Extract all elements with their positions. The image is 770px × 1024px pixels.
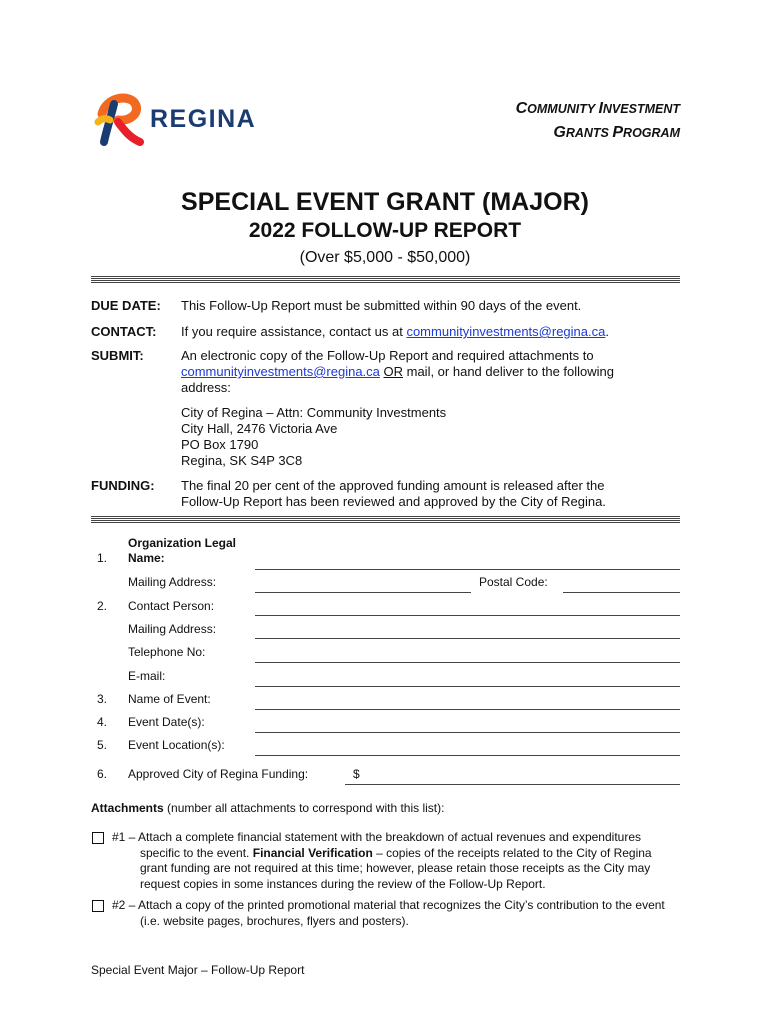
item-number-6: 6. (97, 767, 108, 781)
page-title: SPECIAL EVENT GRANT (MAJOR) (181, 188, 589, 216)
postal-code-field[interactable] (563, 592, 680, 593)
dollar-sign: $ (353, 767, 360, 781)
logo-text: REGINA (150, 105, 257, 133)
page-subtitle: 2022 FOLLOW-UP REPORT (248, 219, 522, 242)
regina-logo-icon (92, 92, 152, 148)
org-name-field[interactable] (255, 569, 680, 570)
attachment-1-text: #1 – Attach a complete financial statement with the breakdown of actual revenues and expenditures specific to the event. Financial Verification – copies of the receipts related to the City of Regina grant funding are not required at this time; however, please retain those receipts as the City may request copies in some instances during the review of the Follow-Up Report. (112, 830, 652, 891)
contact-person-label: Contact Person: (128, 599, 215, 613)
submit-label: SUBMIT: (91, 348, 144, 363)
divider-middle (91, 516, 680, 524)
approved-funding-label: Approved City of Regina Funding: (128, 767, 309, 781)
submit-email-link[interactable]: communityinvestments@regina.ca (181, 364, 380, 379)
item-number-3: 3. (97, 692, 108, 706)
mailing-address-field-2[interactable] (255, 638, 680, 639)
contact-text: If you require assistance, contact us at communityinvestments@regina.ca. (181, 324, 609, 339)
funding-text: The final 20 per cent of the approved funding amount is released after the Follow-Up Report has been reviewed and approved by the City of Regina. (181, 478, 606, 509)
attachment-2-text: #2 – Attach a copy of the printed promotional material that recognizes the City’s contribution to the event (i.e. website pages, brochures, flyers and posters). (112, 898, 665, 928)
event-location-field[interactable] (255, 755, 680, 756)
contact-email-link[interactable]: communityinvestments@regina.ca (406, 324, 606, 339)
submit-text: An electronic copy of the Follow-Up Report and required attachments to communityinvestments@regina.ca OR mail, or hand deliver to the following address: (181, 348, 615, 395)
contact-person-field[interactable] (255, 615, 680, 616)
contact-label: CONTACT: (91, 324, 157, 339)
org-name-label: Organization Legal Name: (128, 536, 237, 565)
event-dates-field[interactable] (255, 732, 680, 733)
event-location-label: Event Location(s): (128, 738, 225, 752)
item-number-1: 1. (97, 551, 108, 565)
page-footer: Special Event Major – Follow-Up Report (91, 963, 305, 977)
email-field[interactable] (255, 686, 680, 687)
mailing-address: City of Regina – Attn: Community Investments City Hall, 2476 Victoria Ave PO Box 1790 Regina, SK S4P 3C8 (181, 405, 447, 468)
mailing-address-label-1: Mailing Address: (128, 575, 217, 589)
due-date-text: This Follow-Up Report must be submitted within 90 days of the event. (181, 298, 582, 313)
mailing-address-field-1[interactable] (255, 592, 471, 593)
event-dates-label: Event Date(s): (128, 715, 205, 729)
due-date-label: DUE DATE: (91, 298, 161, 313)
event-name-field[interactable] (255, 709, 680, 710)
mailing-address-label-2: Mailing Address: (128, 622, 217, 636)
funding-range: (Over $5,000 - $50,000) (299, 249, 471, 266)
postal-code-label: Postal Code: (479, 575, 548, 589)
program-title: COMMUNITY INVESTMENT GRANTS PROGRAM (515, 100, 680, 141)
item-number-2: 2. (97, 599, 108, 613)
item-number-4: 4. (97, 715, 108, 729)
email-label: E-mail: (128, 669, 166, 683)
attachment-2-checkbox[interactable] (92, 900, 104, 912)
event-name-label: Name of Event: (128, 692, 211, 706)
divider-top (91, 276, 680, 284)
attachments-heading: Attachments (number all attachments to correspond with this list): (91, 801, 445, 815)
approved-funding-field[interactable] (345, 784, 680, 785)
telephone-label: Telephone No: (128, 645, 206, 659)
attachment-1-checkbox[interactable] (92, 832, 104, 844)
telephone-field[interactable] (255, 662, 680, 663)
funding-label: FUNDING: (91, 478, 155, 493)
item-number-5: 5. (97, 738, 108, 752)
